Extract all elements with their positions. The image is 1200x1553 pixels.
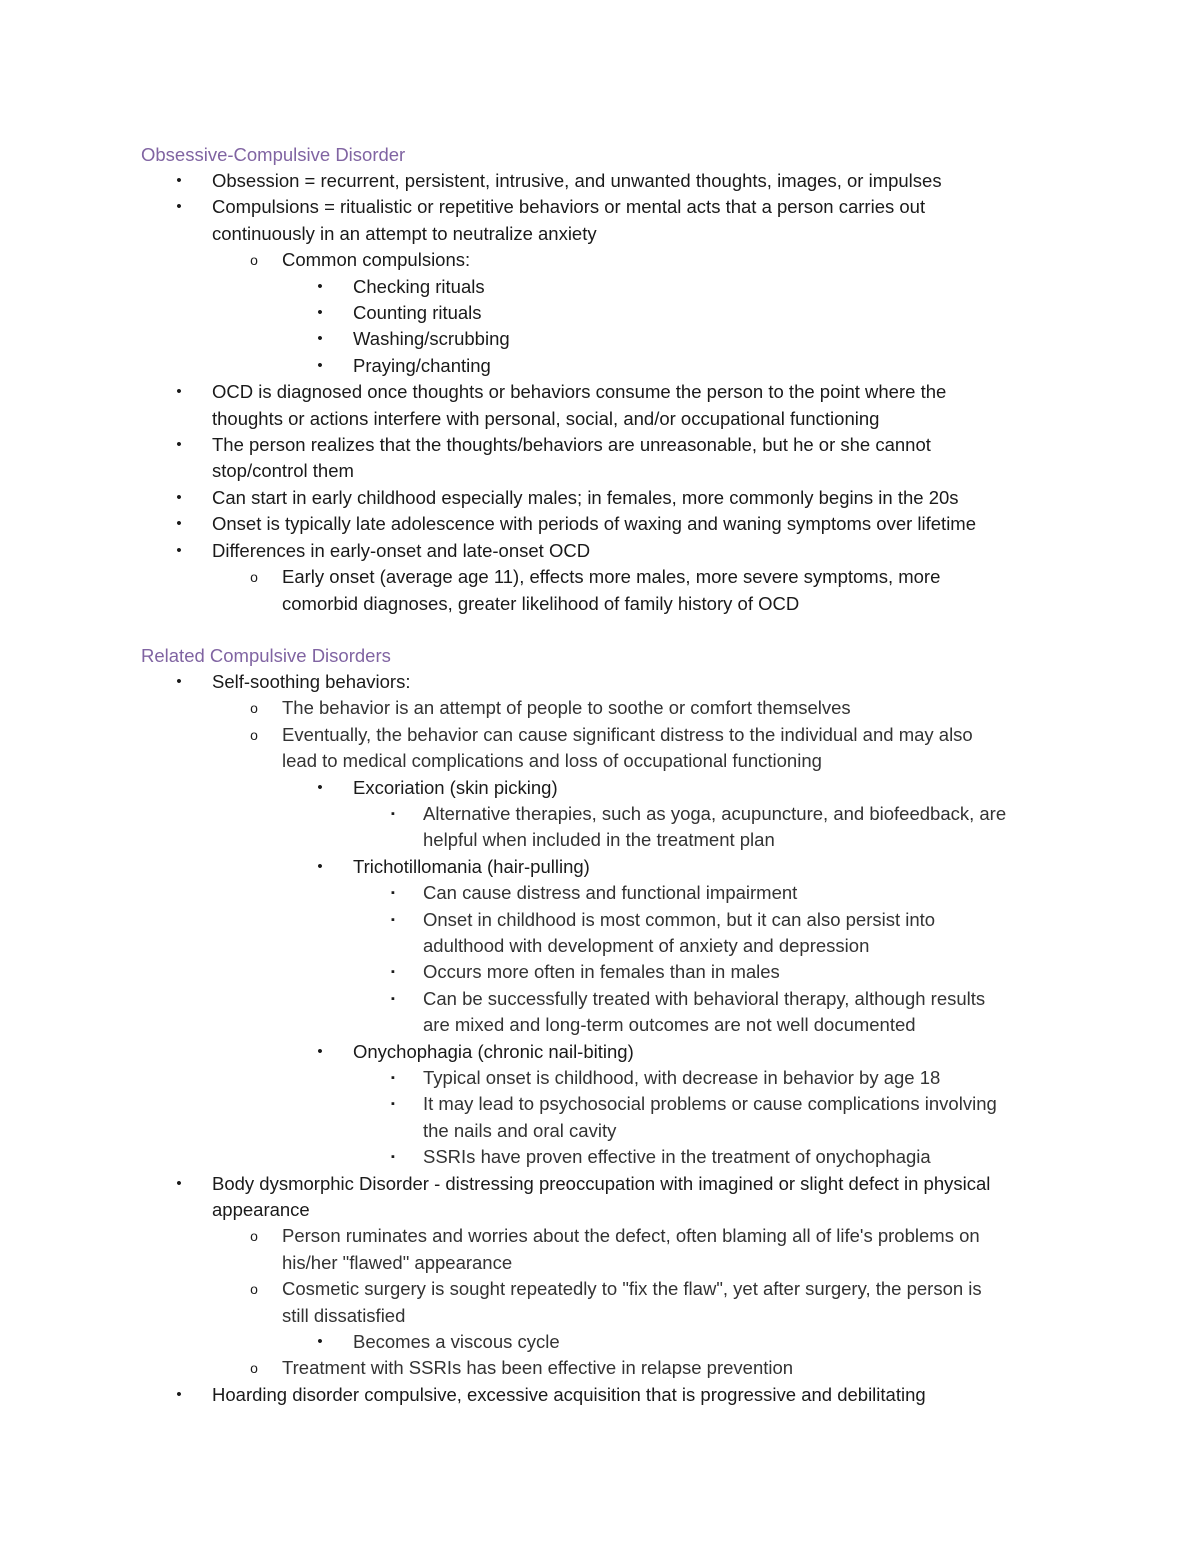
bullet-marker: • <box>176 198 182 216</box>
list-item: ▪ Can cause distress and functional impairment <box>141 880 1061 906</box>
square-marker: ▪ <box>391 966 395 979</box>
list-item: ▪ SSRIs have proven effective in the treatment of onychophagia <box>141 1144 1061 1170</box>
circle-marker: o <box>250 1281 258 1298</box>
circle-marker: o <box>250 726 258 743</box>
section-heading-related: Related Compulsive Disorders <box>141 644 391 666</box>
list-item: • Trichotillomania (hair-pulling) <box>141 854 1061 880</box>
list-item: • The person realizes that the thoughts/behaviors are unreasonable, but he or she cannot <box>141 432 1061 458</box>
list-item: • OCD is diagnosed once thoughts or behaviors consume the person to the point where the <box>141 379 1061 405</box>
list-item: • Onset is typically late adolescence with periods of waxing and waning symptoms over lifetime <box>141 511 1061 537</box>
list-item-continuation: lead to medical complications and loss of occupational functioning <box>282 750 822 772</box>
list-item: o Cosmetic surgery is sought repeatedly to "fix the flaw", yet after surgery, the person is <box>141 1276 1061 1302</box>
list-item-continuation: are mixed and long-term outcomes are not well documented <box>423 1014 916 1036</box>
list-item-continuation: stop/control them <box>212 460 354 482</box>
list-item: • Hoarding disorder compulsive, excessive acquisition that is progressive and debilitating <box>141 1382 1061 1408</box>
list-item: o Person ruminates and worries about the defect, often blaming all of life's problems on <box>141 1223 1061 1249</box>
list-item-continuation: comorbid diagnoses, greater likelihood of family history of OCD <box>282 592 800 614</box>
section-heading-ocd: Obsessive-Compulsive Disorder <box>141 144 406 165</box>
list-item: • Obsession = recurrent, persistent, intrusive, and unwanted thoughts, images, or impulses <box>141 168 1061 194</box>
circle-marker: o <box>250 569 258 586</box>
list-item: ▪ It may lead to psychosocial problems or cause complications involving <box>141 1091 1061 1117</box>
list-item: o The behavior is an attempt of people to soothe or comfort themselves <box>141 695 1061 721</box>
square-marker: ▪ <box>391 1151 395 1164</box>
list-item: ▪ Typical onset is childhood, with decrease in behavior by age 18 <box>141 1065 1061 1091</box>
circle-marker: o <box>250 1360 258 1377</box>
circle-marker: o <box>250 1228 258 1245</box>
list-item: • Counting rituals <box>141 300 1061 326</box>
bullet-marker: • <box>317 1333 323 1351</box>
list-item-continuation: his/her "flawed" appearance <box>282 1251 513 1273</box>
list-item: o Early onset (average age 11), effects more males, more severe symptoms, more <box>141 564 1061 590</box>
list-item: • Differences in early-onset and late-onset OCD <box>141 538 1061 564</box>
list-item: o Eventually, the behavior can cause significant distress to the individual and may also <box>141 722 1061 748</box>
square-marker: ▪ <box>391 992 395 1005</box>
bullet-marker: • <box>317 304 323 322</box>
list-item: ▪ Can be successfully treated with behavioral therapy, although results <box>141 986 1061 1012</box>
bullet-marker: • <box>317 277 323 295</box>
bullet-marker: • <box>176 1174 182 1192</box>
circle-marker: o <box>250 252 258 269</box>
square-marker: ▪ <box>391 1072 395 1084</box>
list-item: • Can start in early childhood especially males; in females, more commonly begins in the 20s <box>141 485 1061 511</box>
bullet-marker: • <box>317 330 323 348</box>
bullet-marker: • <box>317 857 323 875</box>
list-item: • Washing/scrubbing <box>141 326 1061 352</box>
list-item: ▪ Onset in childhood is most common, but it can also persist into <box>141 907 1061 933</box>
list-item-continuation: adulthood with development of anxiety and depression <box>423 934 870 956</box>
list-item: o Treatment with SSRIs has been effective in relapse prevention <box>141 1355 1061 1381</box>
list-item: ▪ Alternative therapies, such as yoga, acupuncture, and biofeedback, are <box>141 801 1061 827</box>
circle-marker: o <box>250 700 258 717</box>
list-item: • Self-soothing behaviors: <box>141 669 1061 695</box>
list-item: • Checking rituals <box>141 274 1061 300</box>
bullet-marker: • <box>176 436 182 454</box>
list-item: • Praying/chanting <box>141 353 1061 379</box>
list-item-continuation: appearance <box>212 1199 310 1221</box>
list-item-continuation: helpful when included in the treatment plan <box>423 829 775 851</box>
bullet-marker: • <box>317 356 323 374</box>
square-marker: ▪ <box>391 1098 395 1111</box>
square-marker: ▪ <box>391 887 395 900</box>
list-item-continuation: the nails and oral cavity <box>423 1119 617 1141</box>
list-item-continuation: continuously in an attempt to neutralize anxiety <box>212 222 597 244</box>
list-item: • Onychophagia (chronic nail-biting) <box>141 1039 1061 1065</box>
list-item: ▪ Occurs more often in females than in males <box>141 959 1061 985</box>
list-item-continuation: still dissatisfied <box>282 1304 406 1326</box>
bullet-marker: • <box>317 778 323 796</box>
document-page <box>141 142 1061 1408</box>
square-marker: ▪ <box>391 913 395 926</box>
bullet-marker: • <box>176 672 182 690</box>
list-item: • Becomes a viscous cycle <box>141 1329 1061 1355</box>
bullet-marker: • <box>176 488 182 506</box>
bullet-marker: • <box>176 383 182 401</box>
list-item-continuation: thoughts or actions interfere with personal, social, and/or occupational functioning <box>212 407 880 429</box>
list-item: • Excoriation (skin picking) <box>141 775 1061 801</box>
bullet-marker: • <box>176 541 182 559</box>
square-marker: ▪ <box>391 807 395 820</box>
bullet-marker: • <box>176 172 182 189</box>
bullet-marker: • <box>176 1385 182 1403</box>
bullet-marker: • <box>176 515 182 533</box>
list-item: o Common compulsions: <box>141 247 1061 273</box>
bullet-marker: • <box>317 1042 323 1060</box>
list-item: • Body dysmorphic Disorder - distressing preoccupation with imagined or slight defect in physical <box>141 1171 1061 1197</box>
list-item: • Compulsions = ritualistic or repetitive behaviors or mental acts that a person carries out <box>141 194 1061 220</box>
